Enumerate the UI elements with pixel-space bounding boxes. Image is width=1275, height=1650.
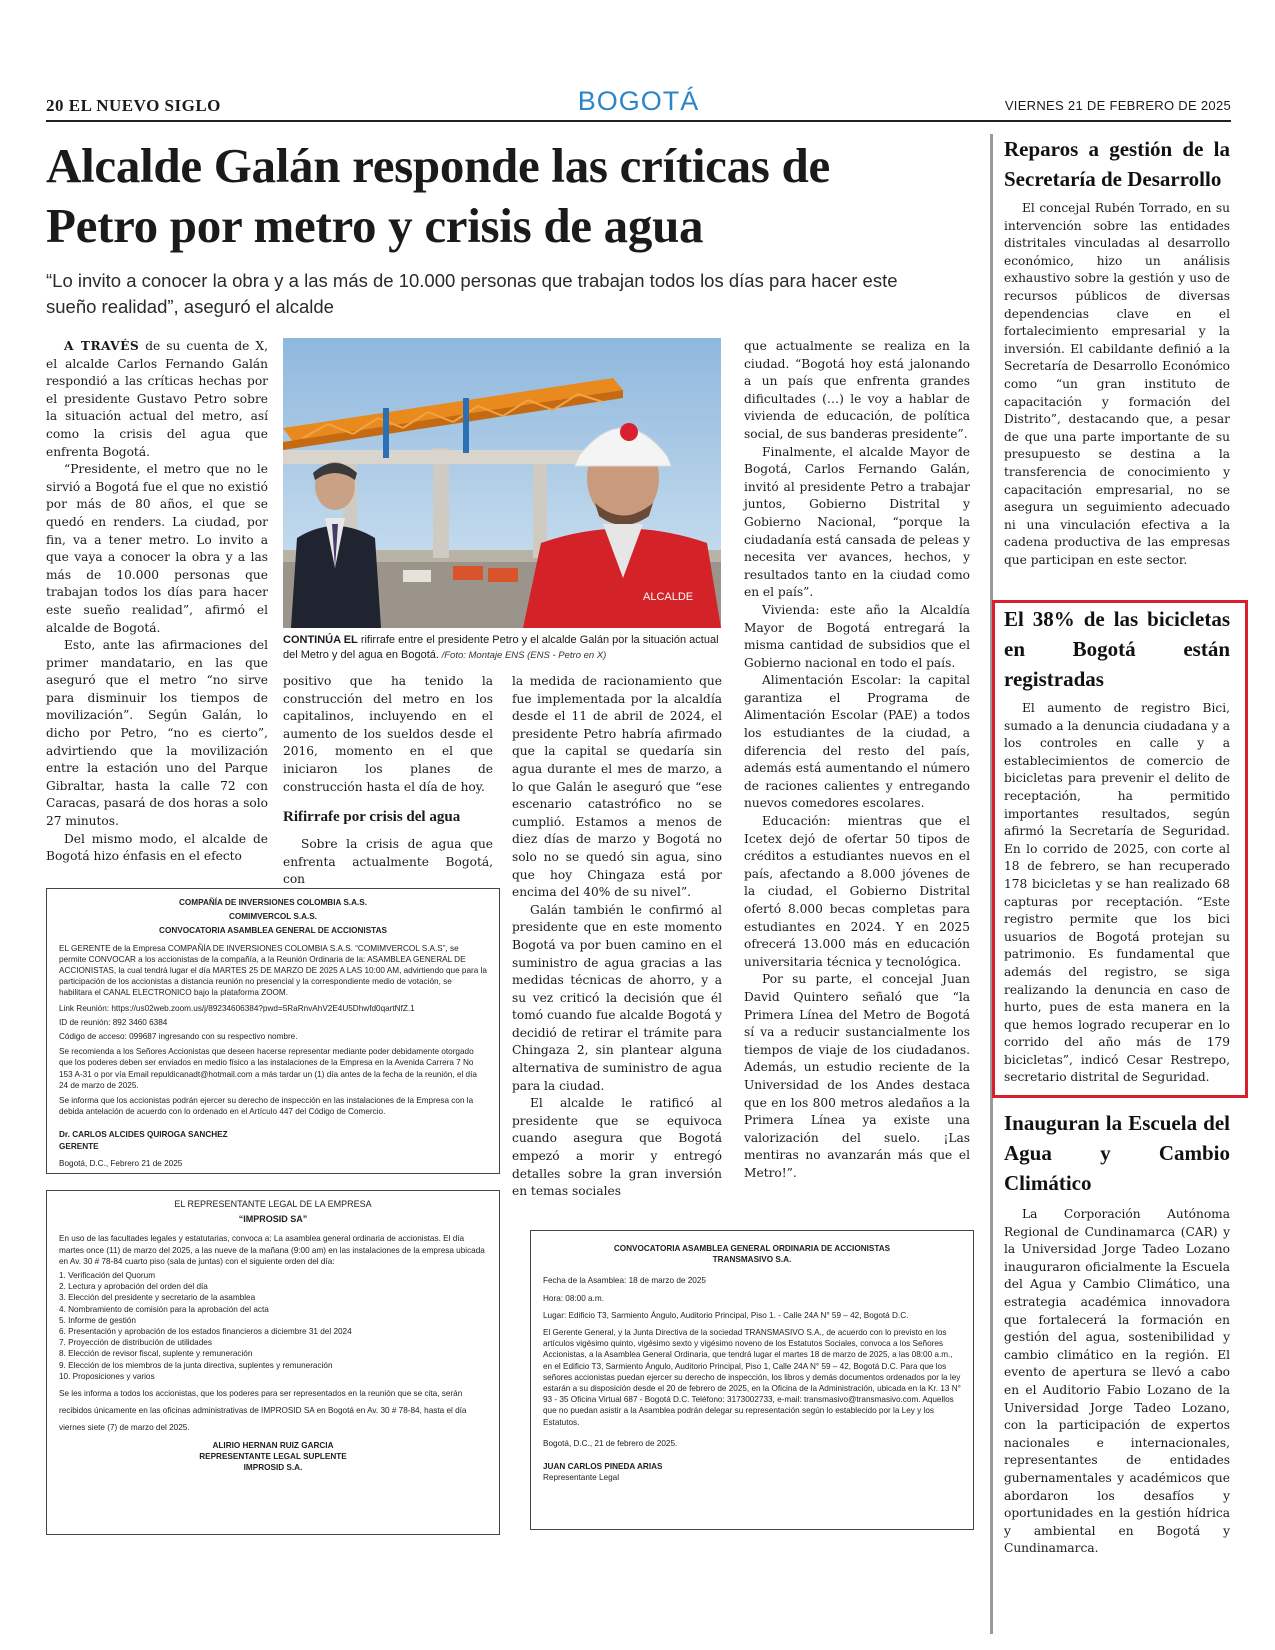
article-column-2: [283, 673, 493, 889]
notice-place-date: Bogotá, D.C., Febrero 21 de 2025: [59, 1158, 183, 1168]
notice-paragraph: Se informa que los accionistas podrán ejercer su derecho de inspección en las instalaciones de la Empresa con la debida antelación de acuerdo con lo ordenado en el Artículo 447 del Código de Comercio.: [59, 1096, 474, 1117]
notice-paragraph: Fecha de la Asamblea: 18 de marzo de 2025: [543, 1276, 706, 1286]
article-paragraph: El alcalde le ratificó al presidente que se equivoca cuando asegura que Bogotá empezó a morir y entregó detalles sobre la gran inversión en temas sociales: [512, 1096, 722, 1199]
notice-place-date: Bogotá, D.C., 21 de febrero de 2025.: [543, 1438, 678, 1448]
agenda-item: 2. Lectura y aprobación del orden del día: [59, 1282, 208, 1292]
notice-heading: CONVOCATORIA ASAMBLEA GENERAL ORDINARIA DE ACCIONISTAS: [613, 1244, 891, 1253]
notice-heading: CONVOCATORIA ASAMBLEA GENERAL DE ACCIONISTAS: [159, 926, 387, 936]
sidebar-story-body: La Corporación Autónoma Regional de Cundinamarca (CAR) y la Universidad Jorge Tadeo Lozano inauguraron oficialmente la Escuela del Agua y Cambio Climático, una estrategia académica innovadora que fortalecerá la formación en gestión del agua, sostenibilidad y cambio climático en la región. El evento de apertura se llevó a cabo en el Auditorio Fabio Lozano de la Universidad Jorge Tadeo Lozano, con la participación de expertos nacionales e internacionales, representantes de entidades gubernamentales y académicos que abordaron los desafíos y oportunidades en la gestión hídrica y ambiental en Bogotá y Cundinamarca.: [1004, 1207, 1230, 1556]
article-paragraph: positivo que ha tenido la construcción del metro en los capitalinos, incluyendo en el aumento de los sueldos desde el 2016, momento en el que iniciaron los planes de construcción hasta el día de hoy.: [283, 674, 493, 794]
article-column-4: [744, 338, 970, 1183]
notice-signature: Dr. CARLOS ALCIDES QUIROGA SANCHEZ: [59, 1130, 228, 1140]
article-paragraph: la medida de racionamiento que fue implementada por la alcaldía desde el 11 de abril de 2024, el presidente Petro habría afirmado que la capital se quedaría sin agua durante el mes de marzo, a lo que Galán le aseguró que “ese escenario catastrófico no se cumplió. Estamos a menos de diez días de marzo y Bogotá no solo no se quedó sin agua, sino que hoy Chingaza está por encima del 40% de su nivel”.: [512, 674, 722, 900]
notice-signature-company: IMPROSID S.A.: [243, 1463, 303, 1473]
sidebar-story-body: El concejal Rubén Torrado, en su intervención sobre las entidades distritales vinculadas al desarrollo económico, hizo un análisis exhaustivo sobre la gestión y uso de recursos públicos de diversas dependencias clave en el fortalecimiento empresarial y la inversión. El cabildante definió a la Secretaría de Desarrollo Económico como “un gran instituto de capacitación y formación del Distrito”, destacando que, a pesar de que una parte importante de su presupuesto se destina a la transferencia de conocimiento y capacitación empresarial, no se asegura un seguimiento adecuado ni una vinculación efectiva a la cadena productiva de las empresas que participan en este sector.: [1004, 201, 1230, 567]
notice-signature: ALIRIO HERNAN RUIZ GARCIA: [212, 1440, 334, 1450]
notice-link[interactable]: Link Reunión: https://us02web.zoom.us/j/89234606384?pwd=5RaRnvAhV2E4U5Dhwfd0qartNfZ.1: [59, 1003, 415, 1013]
header-divider: [46, 120, 1231, 122]
notice-paragraph: Lugar: Edificio T3, Sarmiento Ángulo, Auditorio Principal, Piso 1. - Calle 24A N° 59 – 42, Bogotá D.C.: [543, 1310, 909, 1320]
sidebar-story-escuela-agua: [1004, 1108, 1230, 1558]
notice-heading: EL REPRESENTANTE LEGAL DE LA EMPRESA: [174, 1199, 372, 1209]
notice-paragraph: EL GERENTE de la Empresa COMPAÑÍA DE INVERSIONES COLOMBIA S.A.S. “COMIMVERCOL S.A.S”, se permite CONVOCAR a los accionistas de la compañía, a la Reunión Ordinaria de la: ASAMBLEA GENERAL DE ACCIONISTAS, la cual tendrá lugar el día MARTES 25 DE MARZO DE 2025 A LAS 10:00 AM, advirtiendo que para la participación de los accionistas a distancia reunión no presencial y la correspondiente medio de votación, se habilitara el CANAL ELECTRONICO bajo la plataforma ZOOM.: [59, 943, 487, 998]
notice-heading: COMIMVERCOL S.A.S.: [228, 912, 318, 922]
photo-caption: CONTINÚA EL rifirrafe entre el presidente Petro y el alcalde Galán por la situación actual del Metro y del agua en Bogotá. /Foto: Montaje ENS (ENS - Petro en X): [283, 634, 719, 661]
legal-notice-transmasivo: [530, 1230, 974, 1530]
notice-paragraph: ID de reunión: 892 3460 6384: [59, 1017, 168, 1027]
agenda-item: 9. Elección de los miembros de la junta directiva, suplentes y remuneración: [59, 1360, 333, 1370]
notice-paragraph: Se les informa a todos los accionistas, que los poderes para ser representados en la reunión que se cita, serán: [59, 1389, 463, 1399]
notice-heading: TRANSMASIVO S.A.: [712, 1255, 792, 1265]
helmet-jacket-text: ALCALDE: [643, 591, 694, 603]
page-header: [46, 86, 1231, 118]
article-paragraph: Esto, ante las afirmaciones del primer mandatario, en las que aseguró que el metro “no sirve para disminuir los tiempos de movilización”. Según Galán, lo dicho por Petro, “no es cierto”, advirtiendo que la movilización entre la estación uno del Parque Gibraltar, hasta la calle 72 con Caracas, pasará de dos horas a solo 27 minutos.: [46, 638, 268, 829]
agenda-item: 10. Proposiciones y varios: [59, 1371, 155, 1381]
article-paragraph: Del mismo modo, el alcalde de Bogotá hizo énfasis en el efecto: [46, 831, 268, 864]
lead-in: A TRAVÉS: [64, 339, 140, 353]
notice-heading: “IMPROSID SA”: [238, 1214, 308, 1225]
article-paragraph: Finalmente, el alcalde Mayor de Bogotá, Carlos Fernando Galán, invitó al presidente Petro a trabajar juntos, Gobierno Distrital y Gobierno Nacional, “porque la ciudadanía está cansada de peleas y necesita ver avances, hechos, y resultados tanto en la ciudad como en el país”.: [744, 444, 970, 600]
edition-date: VIERNES 21 DE FEBRERO DE 2025: [1004, 98, 1231, 113]
page-folio: 20 EL NUEVO SIGLO: [46, 96, 221, 115]
section-subtitle: Rifirrafe por crisis del agua: [283, 809, 461, 826]
photo-credit: /Foto: Montaje ENS (ENS - Petro en X): [438, 650, 607, 661]
agenda-item: 5. Informe de gestión: [59, 1315, 136, 1325]
article-photo: [283, 338, 721, 628]
photo-montage: [283, 338, 721, 628]
main-subhead: “Lo invito a conocer la obra y a las más de 10.000 personas que trabajan todos los días para hacer este sueño realidad”, aseguró el alcalde: [46, 270, 898, 317]
main-headline: Alcalde Galán responde las críticas de Petro por metro y crisis de agua: [46, 138, 830, 253]
article-paragraph: Alimentación Escolar: la capital garantiza el Programa de Alimentación Escolar (PAE) a todos los estudiantes de la ciudad, a diferencia del resto del país, además está aumentando el número de raciones calientes y entregando nuevos comedores escolares.: [744, 673, 970, 811]
notice-signature-role: REPRESENTANTE LEGAL SUPLENTE: [199, 1451, 347, 1461]
notice-paragraph: recibidos únicamente en las oficinas administrativas de IMPROSID SA en Bogotá en Av. 30 # 78-84, hasta el día: [59, 1406, 467, 1416]
agenda-item: 6. Presentación y aprobación de los estados financieros a diciembre 31 del 2024: [59, 1327, 352, 1337]
notice-paragraph: El Gerente General, y la Junta Directiva de la sociedad TRANSMASIVO S.A., de acuerdo con lo previsto en los artículos vigésimo quinto, vigésimo sexto y vigésimo noveno de los Estatutos Sociales, convoca a los Señores Accionistas, a la Asamblea General Ordinaria, que tendrá lugar el martes 18 de marzo de 2025, a las 08:00 a.m., en el Edificio T3, Sarmiento Ángulo, Auditorio Principal, Piso 1, Calle 24A N° 59 – 42, Bogotá D.C. Para que los señores accionistas puedan ejercer su derecho de inspección, los libros y demás documentos ordenados por la ley estarán a su disposición desde el 20 de febrero de 2025, en la Oficina de la Administración, ubicada en la Kr. 13 N° 93 - 35 Oficina Virtual 687 - Bogotá D.C. Teléfono: 3173002733, e-mail: transmasivo@transmasivo.com. Aquellos que no puedan asistir a la Asamblea podrán delegar su representación según lo establecido por la Ley y los Estatutos.: [543, 1328, 961, 1427]
sidebar-story-title: Inauguran la Escuela del Agua y Cambio Climático: [1004, 1111, 1230, 1195]
agenda-item: 3. Elección del presidente y secretario de la asamblea: [59, 1293, 256, 1303]
agenda-item: 4. Nombramiento de comisión para la aprobación del acta: [59, 1304, 269, 1314]
section-name: BOGOTÁ: [577, 86, 700, 116]
notice-paragraph: Se recomienda a los Señores Accionistas que deseen hacerse representar mediante poder debidamente otorgado que los poderes deben ser enviados en medio físico a las instalaciones de la Empresa en la Avenida Carrera 7 No 153 A-31 o por vía Email repuldicanadt@hotmail.com a más tardar un (1) día antes de la fecha de la reunión, el día 24 de marzo de 2025.: [59, 1047, 477, 1090]
article-paragraph: Galán también le confirmó al presidente que en este momento Bogotá va por buen camino en el suministro de agua gracias a las medidas técnicas de ahorro, y a su vez criticó la decisión que él tomó cuando fue alcalde Bogotá y decidió de retirar el trámite para Chingaza 2, sin plantear alguna alternativa de suministro de agua para la ciudad.: [512, 902, 722, 1093]
article-column-1: [46, 338, 268, 866]
article-paragraph: que actualmente se realiza en la ciudad. “Bogotá hoy está jalonando a un país que enfrenta grandes dificultades (…) le voy a hablar de vivienda de educación, de política social, de sus banderas presidente”.: [744, 339, 970, 441]
sidebar-story-body: El aumento de registro Bici, sumado a la denuncia ciudadana y a los controles en calle y a establecimientos de comercio de bicicletas para prevenir el delito de receptación, ha permitido importantes resultados, según afirmó la Secretaría de Seguridad. En lo corrido de 2025, con corte al 18 de febrero, se han recuperado 178 bicicletas y se han realizado 68 capturas por receptación. “Este registro permite que los bici usuarios de Bogotá protejan su patrimonio. Es fundamental que además del registro, se siga realizando la denuncia en caso de hurto, pues de esta manera en la que hemos logrado recuperar en lo corrido del año más de 179 bicicletas”, indicó Cesar Restrepo, secretario distrital de Seguridad.: [1004, 701, 1230, 1085]
article-paragraph: Vivienda: este año la Alcaldía Mayor de Bogotá entregará la misma cantidad de subsidios que el Gobierno nacional en todo el país.: [744, 602, 970, 670]
notice-signature: JUAN CARLOS PINEDA ARIAS: [543, 1462, 663, 1472]
article-paragraph: Por su parte, el concejal Juan David Quintero señaló que “la Primera Línea del Metro de Bogotá sí va a reducir sustancialmente los tiempos de viaje de los ciudadanos. Además, un estudio reciente de la Universidad de los Andes destaca que en los 800 metros aledaños a la Primera Línea ya existe una valorización del suelo. ¡Las mentiras no avanzarán más que el Metro!”.: [744, 972, 970, 1180]
agenda-item: 7. Proyección de distribución de utilidades: [59, 1338, 212, 1348]
notice-paragraph: viernes siete (7) de marzo del 2025.: [59, 1423, 190, 1433]
article-column-3: [512, 673, 722, 1201]
article-paragraph: “Presidente, el metro que no le sirvió a Bogotá fue el que no existió por más de 80 años, el que se quedó en renders. La ciudad, por fin, va a tener metro. Lo invito a que vaya a conocer la obra y a las más de 10.000 personas que trabajan todos los días para hacer este sueño realidad”, afirmó el alcalde de Bogotá.: [46, 462, 268, 635]
notice-signature-role: GERENTE: [59, 1141, 99, 1151]
notice-heading: COMPAÑÍA DE INVERSIONES COLOMBIA S.A.S.: [178, 898, 368, 907]
agenda-item: 8. Elección de revisor fiscal, suplente y remuneración: [59, 1349, 253, 1359]
legal-notice-improsid: [46, 1190, 500, 1535]
sidebar-story-desarrollo: [1004, 134, 1230, 569]
notice-paragraph: En uso de las facultades legales y estatutarias, convoca a: La asamblea general ordinaria de accionistas. El día martes once (11) de marzo del 2025, a las nueve de la mañana (9:00 am) en las instalaciones de la empresa ubicada en Av. 30 # 78-84 cuarto piso (sala de juntas) con el siguiente orden del día:: [59, 1234, 485, 1266]
sidebar-story-title: El 38% de las bicicletas en Bogotá están registradas: [1004, 607, 1230, 691]
notice-signature-role: Representante Legal: [543, 1473, 620, 1483]
notice-paragraph: Hora: 08:00 a.m.: [543, 1293, 604, 1303]
notice-agenda: [59, 1270, 487, 1382]
article-paragraph: Sobre la crisis de agua que enfrenta actualmente Bogotá, con: [283, 837, 493, 887]
agenda-item: 1. Verificación del Quorum: [59, 1271, 156, 1281]
legal-notice-comimvercol: [46, 888, 500, 1174]
sidebar-story-bicicletas: [1004, 604, 1230, 1087]
article-paragraph: Educación: mientras que el Icetex dejó de ofertar 50 tipos de créditos a estudiantes nuevos en el país, afectando a 8.000 jóvenes de la ciudad, el Gobierno Distrital ofertó 8.000 becas completas para estudiantes en 2024. Y en 2025 ofrecerá 13.000 más en educación universitaria técnica y tecnológica.: [744, 814, 970, 969]
sidebar-story-title: Reparos a gestión de la Secretaría de Desarrollo: [1004, 137, 1230, 191]
article-paragraph: A TRAVÉS de su cuenta de X, el alcalde Carlos Fernando Galán respondió a las críticas hechas por el presidente Gustavo Petro sobre la situación actual del metro, así como la crisis del agua que enfrenta Bogotá.: [46, 339, 268, 459]
notice-paragraph: Código de acceso: 099687 ingresando con su respectivo nombre.: [59, 1032, 298, 1042]
